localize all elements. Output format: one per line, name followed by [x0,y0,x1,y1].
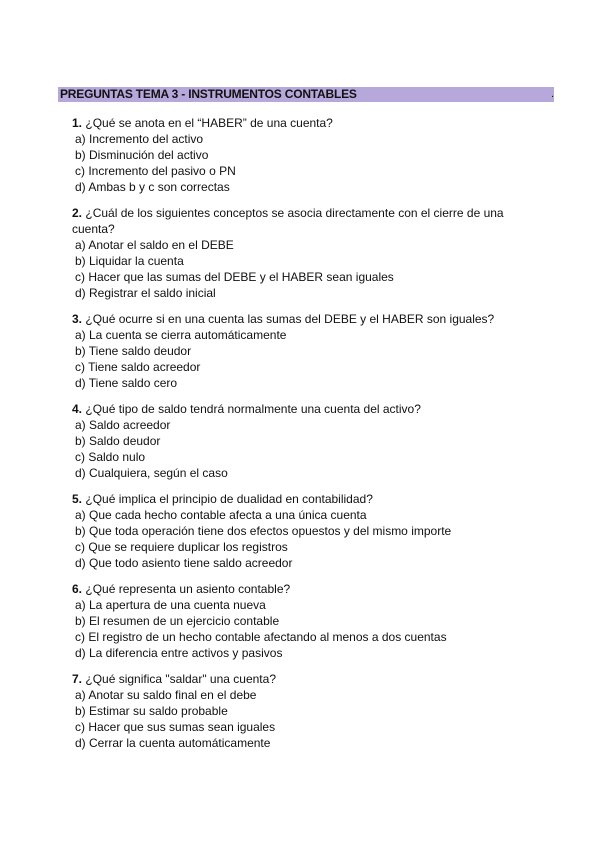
question-number: 5. [72,492,83,506]
option-d: d) Tiene saldo cero [75,376,178,390]
option-d: d) Que todo asiento tiene saldo acreedor [75,556,293,570]
question-label: ¿Qué implica el principio de dualidad en contabilidad? [85,492,373,506]
option-list [72,131,532,195]
option-c: c) Tiene saldo acreedor [75,360,201,374]
question-text [72,581,532,597]
question-number: 3. [72,312,83,326]
option-d: d) Cualquiera, según el caso [75,466,228,480]
option-d: d) La diferencia entre activos y pasivos [75,646,283,660]
question-label: ¿Qué significa "saldar" una cuenta? [85,672,276,686]
option-b: b) El resumen de un ejercicio contable [75,614,280,628]
question-3 [72,311,532,391]
option-c: c) Que se requiere duplicar los registros [75,540,288,554]
option-c: c) Hacer que las sumas del DEBE y el HABER sean iguales [75,270,394,284]
question-1 [72,115,532,195]
option-a: a) La apertura de una cuenta nueva [75,598,266,612]
question-6 [72,581,532,661]
question-number: 6. [72,582,83,596]
question-2 [72,205,532,301]
option-list [72,507,532,571]
question-5 [72,491,532,571]
option-a: a) Incremento del activo [75,132,204,146]
option-list [72,237,532,301]
option-a: a) La cuenta se cierra automáticamente [75,328,287,342]
question-label: ¿Qué ocurre si en una cuenta las sumas del DEBE y el HABER son iguales? [85,312,495,326]
option-b: b) Saldo deudor [75,434,161,448]
question-number: 4. [72,402,83,416]
question-label: ¿Cuál de los siguientes conceptos se asocia directamente con el cierre de una cuenta? [72,206,504,236]
question-list [72,115,532,761]
option-list [72,327,532,391]
option-b: b) Tiene saldo deudor [75,344,192,358]
option-d: d) Cerrar la cuenta automáticamente [75,736,271,750]
option-a: a) Que cada hecho contable afecta a una única cuenta [75,508,367,522]
question-number: 1. [72,116,83,130]
question-text [72,491,532,507]
option-c: c) Incremento del pasivo o PN [75,164,236,178]
option-d: d) Ambas b y c son correctas [75,180,230,194]
option-c: c) El registro de un hecho contable afectando al menos a dos cuentas [75,630,447,644]
option-a: a) Saldo acreedor [75,418,171,432]
option-list [72,597,532,661]
option-b: b) Estimar su saldo probable [75,704,228,718]
option-list [72,417,532,481]
question-number: 7. [72,672,83,686]
question-text [72,311,532,327]
page-title: PREGUNTAS TEMA 3 - INSTRUMENTOS CONTABLES [60,87,357,101]
option-a: a) Anotar su saldo final en el debe [75,688,257,702]
question-4 [72,401,532,481]
option-b: b) Disminución del activo [75,148,209,162]
question-text [72,401,532,417]
option-c: c) Hacer que sus sumas sean iguales [75,720,276,734]
question-text [72,115,532,131]
title-dot: . [551,88,555,100]
question-text [72,671,532,687]
question-text [72,205,532,237]
question-label: ¿Qué se anota en el “HABER” de una cuenta? [85,116,333,130]
option-c: c) Saldo nulo [75,450,146,464]
option-b: b) Liquidar la cuenta [75,254,184,268]
question-label: ¿Qué representa un asiento contable? [85,582,291,596]
question-7 [72,671,532,751]
question-label: ¿Qué tipo de saldo tendrá normalmente una cuenta del activo? [85,402,421,416]
option-list [72,687,532,751]
option-d: d) Registrar el saldo inicial [75,286,216,300]
option-b: b) Que toda operación tiene dos efectos opuestos y del mismo importe [75,524,452,538]
option-a: a) Anotar el saldo en el DEBE [75,238,234,252]
question-number: 2. [72,206,83,220]
